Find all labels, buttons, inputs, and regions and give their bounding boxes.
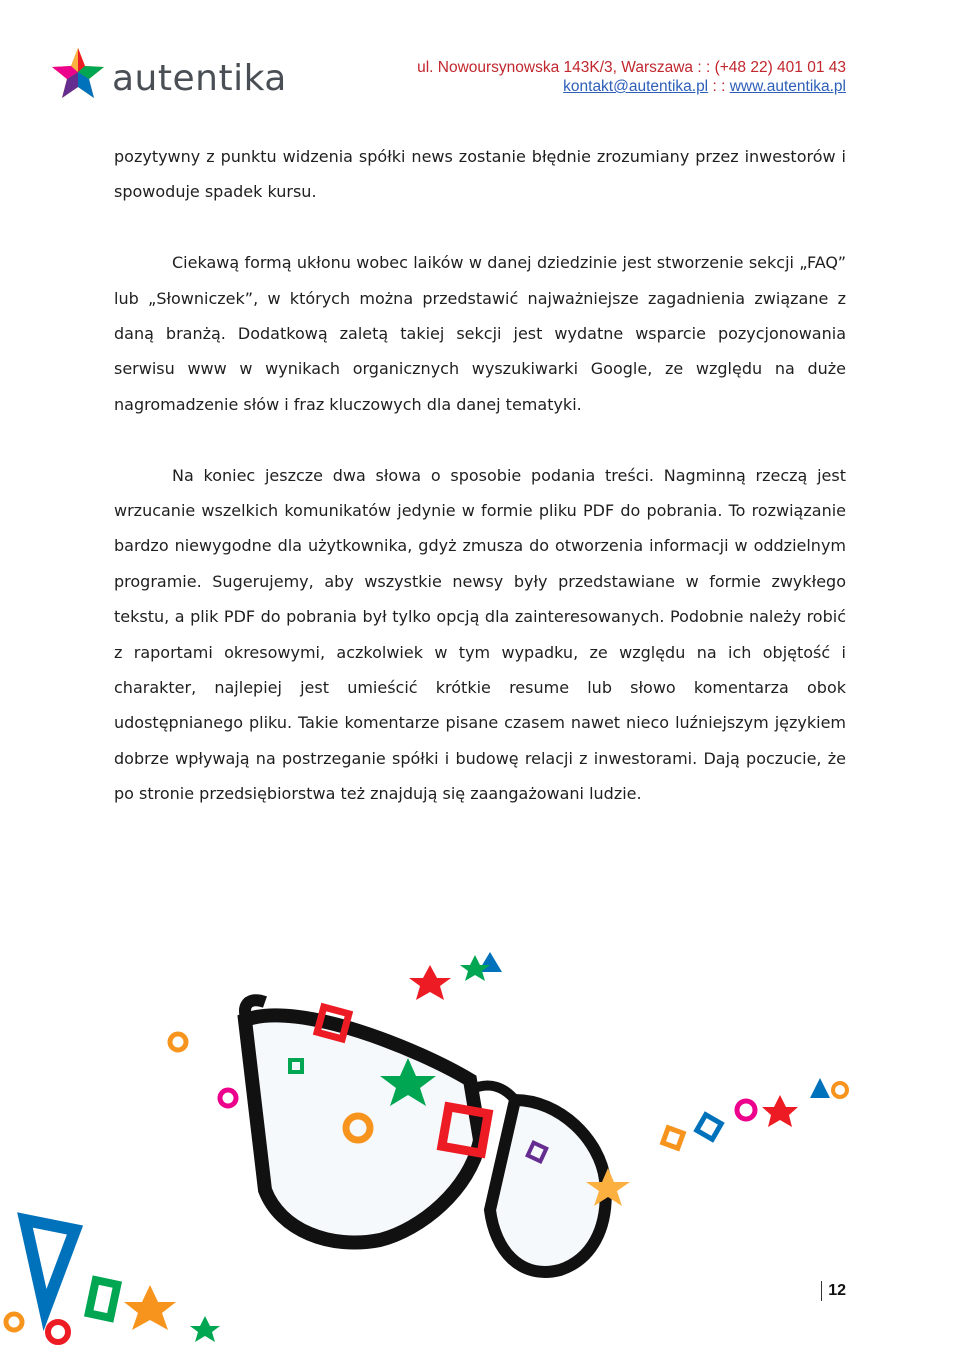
- contact-links: [417, 77, 846, 96]
- contact-block: [417, 58, 846, 96]
- paragraph-2: Ciekawą formą ukłonu wobec laików w danej dziedzinie jest stworzenie sekcji „FAQ” lub „Słowniczek”, w których można przedstawić najważniejsze zagadnienia związane z daną branżą. Dodatkową zaletą takiej sekcji jest wydatne wsparcie pozycjonowania serwisu www w wynikach organicznych wyszukiwarki Google, ze względu na duże nagromadzenie słów i fraz kluczowych dla danej tematyki.: [114, 253, 846, 414]
- body-text: [114, 139, 846, 847]
- email-link[interactable]: kontakt@autentika.pl: [563, 78, 709, 95]
- separator: : :: [712, 78, 726, 95]
- logo-text: autentika: [112, 58, 287, 99]
- glasses-with-shapes-icon: [0, 930, 960, 1358]
- website-link[interactable]: www.autentika.pl: [729, 78, 846, 95]
- paragraph-3: Na koniec jeszcze dwa słowa o sposobie podania treści. Nagminną rzeczą jest wrzucanie wszelkich komunikatów jedynie w formie pliku PDF do pobrania. To rozwiązanie bardzo niewygodne dla użytkownika, gdyż zmusza do otworzenia informacji w oddzielnym programie. Sugerujemy, aby wszystkie newsy były przedstawiane w formie zwykłego tekstu, a plik PDF do pobrania był tylko opcją dla zainteresowanych. Podobnie należy robić z raportami okresowymi, aczkolwiek w tym wypadku, ze względu na ich objętość i charakter, najlepiej jest umieścić krótkie resume lub słowo komentarza obok udostępnianego pliku. Takie komentarze pisane czasem nawet nieco luźniejszym językiem dobrze wpływają na postrzeganie spółki i budowę relacji z inwestorami. Dają poczucie, że po stronie przedsiębiorstwa też znajdują się zaangażowani ludzie.: [114, 465, 846, 804]
- star-logo-icon: [50, 46, 106, 107]
- autentika-logo[interactable]: [50, 46, 287, 107]
- address-text: ul. Nowoursynowska 143K/3, Warszawa : : (+48 22) 401 01 43: [417, 59, 846, 76]
- paragraph-1: pozytywny z punktu widzenia spółki news zostanie błędnie zrozumiany przez inwestorów i spowoduje spadek kursu.: [114, 147, 846, 202]
- glasses-illustration: [0, 930, 960, 1358]
- page-number: 12: [821, 1281, 846, 1301]
